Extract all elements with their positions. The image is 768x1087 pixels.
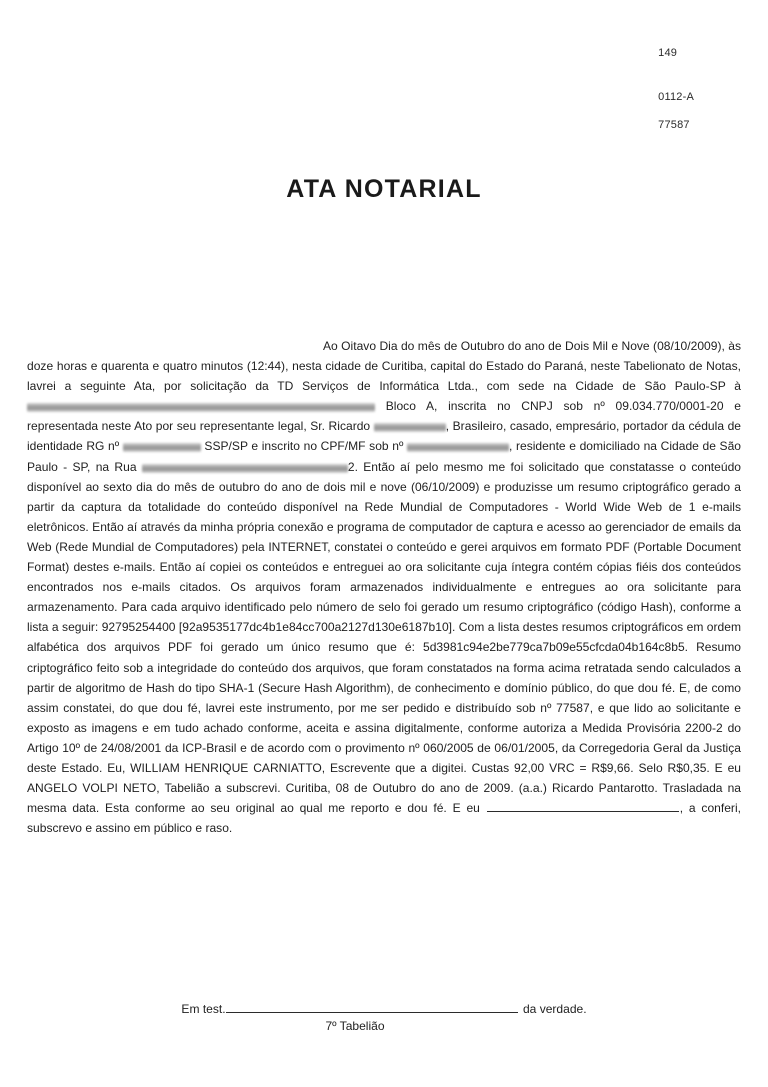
body-segment-2: Bloco A, inscrita no CNPJ sob nº 09.034.770/0001-20 e representada neste Ato por seu representante legal, Sr. Ricardo: [27, 399, 741, 434]
body-segment-3: , Brasileiro, casado, empresário, portador da cédula de identidade RG nº: [27, 419, 742, 454]
redaction-representative-surname: [374, 423, 446, 432]
body-segment-7: , a conferi, subscrevo e assino em público e raso.: [27, 801, 741, 836]
redaction-address: [27, 403, 375, 412]
redaction-cpf-number: [407, 443, 509, 452]
page-title: ATA NOTARIAL: [286, 175, 482, 203]
redaction-rg-number: [123, 443, 201, 452]
act-number: 77587: [658, 119, 690, 131]
body-paragraph: [27, 336, 741, 838]
body-segment-6: 2. Então aí pelo mesmo me foi solicitado que constatasse o conteúdo disponível ao sexto dia do mês de outubro do ano de dois mil e nove (06/10/2009) e produzisse um resumo criptográfico gerado a partir da captura da totalidade do conteúdo disponível na Rede Mundial de Computadores - World Wide Web de 1 e-mails eletrônicos. Então aí através da minha própria conexão e programa de computador de captura e acesso ao gerenciador de emails da Web (Rede Mundial de Computadores) pela INTERNET, constatei o conteúdo e gerei arquivos em formato PDF (Portable Document Format) destes e-mails. Então aí copiei os conteúdos e entreguei ao ora solicitante cuja íntegra contém cópias fiéis dos conteúdos encontrados nos e-mails citados. Os arquivos foram armazenados individualmente e entregues ao ora solicitante para armazenamento. Para cada arquivo identificado pelo número de selo foi gerado um resumo criptográfico (código Hash), conforme a lista a seguir: 92795254400 [92a9535177dc4b1e84cc700a2127d130e6187b10]. Com a lista destes resumos criptográficos em ordem alfabética dos arquivos PDF foi gerado um único resumo que é: 5d3981c94e2be779ca7b09e55cfcda04b164c8b5. Resumo criptográfico feito sob a integridade do conteúdo dos arquivos, que foram constatados na forma acima retratada sendo calculados a partir de algoritmo de Hash do tipo SHA-1 (Secure Hash Algorithm), de conhecimento e domínio público, do que dou fé. E, de como assim constatei, do que dou fé, lavrei este instrumento, por me ser pedido e distribuído sob nº 77587, e que lido ao solicitante e exposto as imagens e em tudo achado conforme, aceita e assina digitalmente, conforme autoriza a Medida Provisória 2200-2 do Artigo 10º de 24/08/2001 da ICP-Brasil e de acordo com o provimento nº 060/2005 de 06/01/2005, da Corregedoria Geral da Justiça deste Estado. Eu, WILLIAM HENRIQUE CARNIATTO, Escrevente que a digitei. Custas 92,00 VRC = R$9,66. Selo R$0,35. E eu ANGELO VOLPI NETO, Tabelião a subscrevi. Curitiba, 08 de Outubro do ano de 2009. (a.a.) Ricardo Pantarotto. Trasladada na mesma data. Esta conforme ao seu original ao qual me reporto e dou fé. E eu: [27, 459, 741, 816]
signature-rule: [226, 1002, 518, 1013]
signature-block: [0, 1002, 768, 1033]
body-segment-1: Ao Oitavo Dia do mês de Outubro do ano de Dois Mil e Nove (08/10/2009), às doze horas e quarenta e quatro minutos (12:44), nesta cidade de Curitiba, capital do Estado do Paraná, neste Tabelionato de Notas, lavrei a seguinte Ata, por solicitação da TD Serviços de Informática Ltda., com sede na Cidade de São Paulo-SP à: [27, 339, 741, 394]
signature-caption: 7º Tabelião: [325, 1019, 385, 1033]
registry-stamp-block: [658, 48, 694, 131]
signature-prefix: Em test.: [181, 1002, 226, 1016]
document-body: [27, 336, 741, 838]
body-segment-5: , residente e domiciliado na Cidade de São Paulo - SP, na Rua: [27, 439, 741, 474]
page-number: 149: [658, 47, 678, 59]
book-code: 0112-A: [658, 91, 694, 103]
inline-signature-line: [487, 800, 679, 812]
redaction-street: [142, 464, 348, 473]
signature-line-row: [181, 1002, 586, 1016]
body-segment-4: SSP/SP e inscrito no CPF/MF sob nº: [200, 439, 407, 454]
signature-suffix: da verdade.: [519, 1002, 587, 1016]
